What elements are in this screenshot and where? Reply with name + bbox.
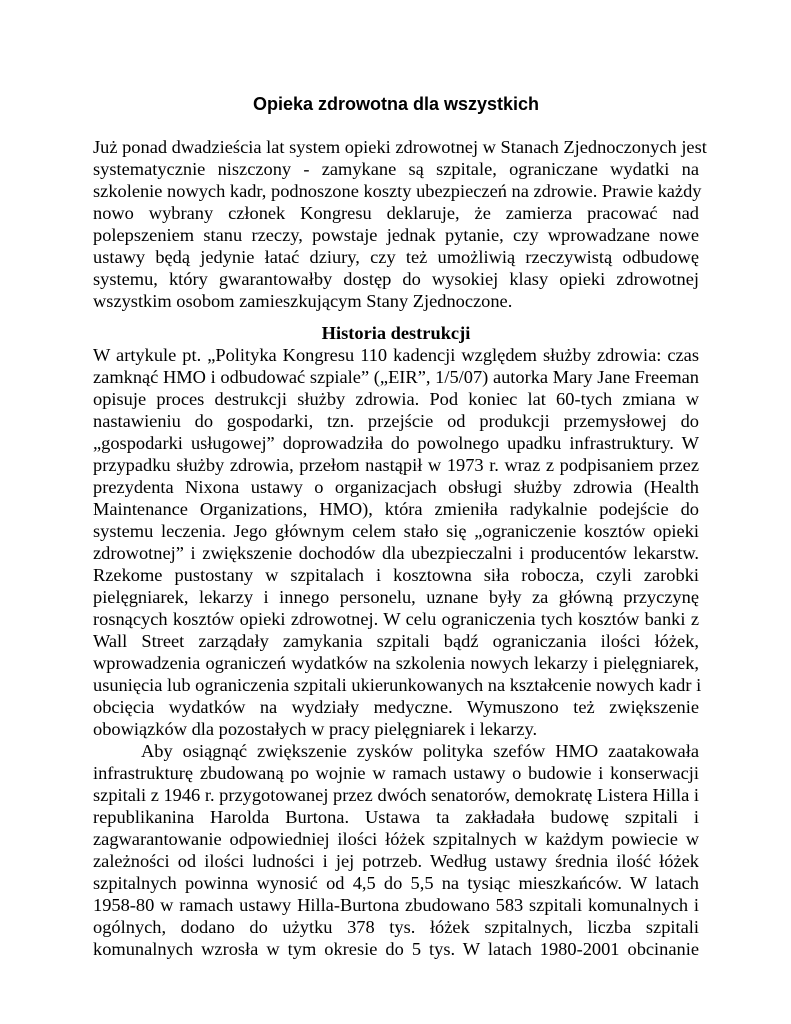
history-line: Rzekome pustostany w szpitalach i kosztowna siła robocza, czyli zarobki bbox=[93, 565, 699, 585]
intro-line: szkolenie nowych kadr, podnoszone koszty ubezpieczeń na zdrowie. Prawie każdy bbox=[93, 181, 702, 201]
history-line: W artykule pt. „Polityka Kongresu 110 kadencji względem służby zdrowia: czas bbox=[93, 345, 699, 365]
intro-line: nowo wybrany członek Kongresu deklaruje, że zamierza pracować nad bbox=[93, 203, 699, 223]
history-line: „gospodarki usługowej” doprowadziła do powolnego upadku infrastruktury. W bbox=[93, 433, 699, 453]
history-line: zdrowotnej” i zwiększenie dochodów dla ubezpieczalni i producentów lekarstw. bbox=[93, 543, 699, 563]
history-line: przypadku służby zdrowia, przełom nastąpił w 1973 r. wraz z podpisaniem przez bbox=[93, 455, 699, 475]
history-line: obcięcia wydatków na wydziały medyczne. Wymuszono też zwiększenie bbox=[93, 697, 699, 717]
history-line: republikanina Harolda Burtona. Ustawa ta zakładała budowę szpitali i bbox=[93, 807, 699, 827]
intro-line: systematycznie niszczony - zamykane są szpitale, ograniczane wydatki na bbox=[93, 159, 699, 179]
history-line: infrastrukturę zbudowaną po wojnie w ramach ustawy o budowie i konserwacji bbox=[93, 763, 699, 783]
history-line: systemu leczenia. Jego głównym celem stało się „ograniczenie kosztów opieki bbox=[93, 521, 699, 541]
history-line: Aby osiągnąć zwiększenie zysków polityka szefów HMO zaatakowała bbox=[141, 741, 699, 761]
history-line: opisuje proces destrukcji służby zdrowia. Pod koniec lat 60-tych zmiana w bbox=[93, 389, 699, 409]
document-title: Opieka zdrowotna dla wszystkich bbox=[252, 94, 540, 114]
intro-line: ustawy będą jedynie łatać dziury, czy też umożliwią rzeczywistą odbudowę bbox=[93, 247, 699, 267]
intro-line: systemu, który gwarantowałby dostęp do wysokiej klasy opieki zdrowotnej bbox=[93, 269, 699, 289]
history-line: komunalnych wzrosła w tym okresie do 5 tys. W latach 1980-2001 obcinanie bbox=[93, 939, 699, 959]
history-line: usunięcia lub ograniczenia szpitali ukierunkowanych na kształcenie nowych kadr i bbox=[93, 675, 702, 695]
history-line: ogólnych, dodano do użytku 378 tys. łóżek szpitalnych, liczba szpitali bbox=[93, 917, 699, 937]
history-line: Maintenance Organizations, HMO), która zmieniła radykalnie podejście do bbox=[93, 499, 699, 519]
history-line: szpitalnych powinna wynosić od 4,5 do 5,5 na tysiąc mieszkańców. W latach bbox=[93, 873, 699, 893]
history-line: pielęgniarek, lekarzy i innego personelu, uznane były za główną przyczynę bbox=[93, 587, 699, 607]
intro-line: polepszeniem stanu rzeczy, powstaje jednak pytanie, czy wprowadzane nowe bbox=[93, 225, 699, 245]
intro-line: Już ponad dwadzieścia lat system opieki zdrowotnej w Stanach Zjednoczonych jest bbox=[93, 137, 707, 157]
history-line: wprowadzenia ograniczeń wydatków na szkolenia nowych lekarzy i pielęgniarek, bbox=[93, 653, 699, 673]
section-heading: Historia destrukcji bbox=[321, 323, 471, 343]
history-line: zamknąć HMO i odbudować szpiale” („EIR”, 1/5/07) autorka Mary Jane Freeman bbox=[93, 367, 699, 387]
history-line: rosnących kosztów opieki zdrowotnej. W celu ograniczenia tych kosztów banki z bbox=[93, 609, 699, 629]
history-line: 1958-80 w ramach ustawy Hilla-Burtona zbudowano 583 szpitali komunalnych i bbox=[93, 895, 699, 915]
history-line: zależności od ilości ludności i jej potrzeb. Według ustawy średnia ilość łóżek bbox=[93, 851, 699, 871]
intro-paragraph bbox=[93, 136, 707, 312]
history-line: zagwarantowanie odpowiedniej ilości łóżek szpitalnych w każdym powiecie w bbox=[93, 829, 699, 849]
history-line: Wall Street zarządały zamykania szpitali bądź ograniczania ilości łóżek, bbox=[93, 631, 699, 651]
history-line: szpitali z 1946 r. przygotowanej przez dwóch senatorów, demokratę Listera Hilla i bbox=[93, 785, 700, 805]
intro-line: wszystkim osobom zamieszkującym Stany Zjednoczone. bbox=[93, 291, 513, 311]
history-line: obowiązków dla pozostałych w pracy pielęgniarek i lekarzy. bbox=[93, 719, 538, 739]
history-line: prezydenta Nixona ustawy o organizacjach obsługi służby zdrowia (Health bbox=[93, 477, 699, 497]
history-line: nastawieniu do gospodarki, tzn. przejście od produkcji przemysłowej do bbox=[93, 411, 699, 431]
history-section bbox=[93, 344, 702, 960]
